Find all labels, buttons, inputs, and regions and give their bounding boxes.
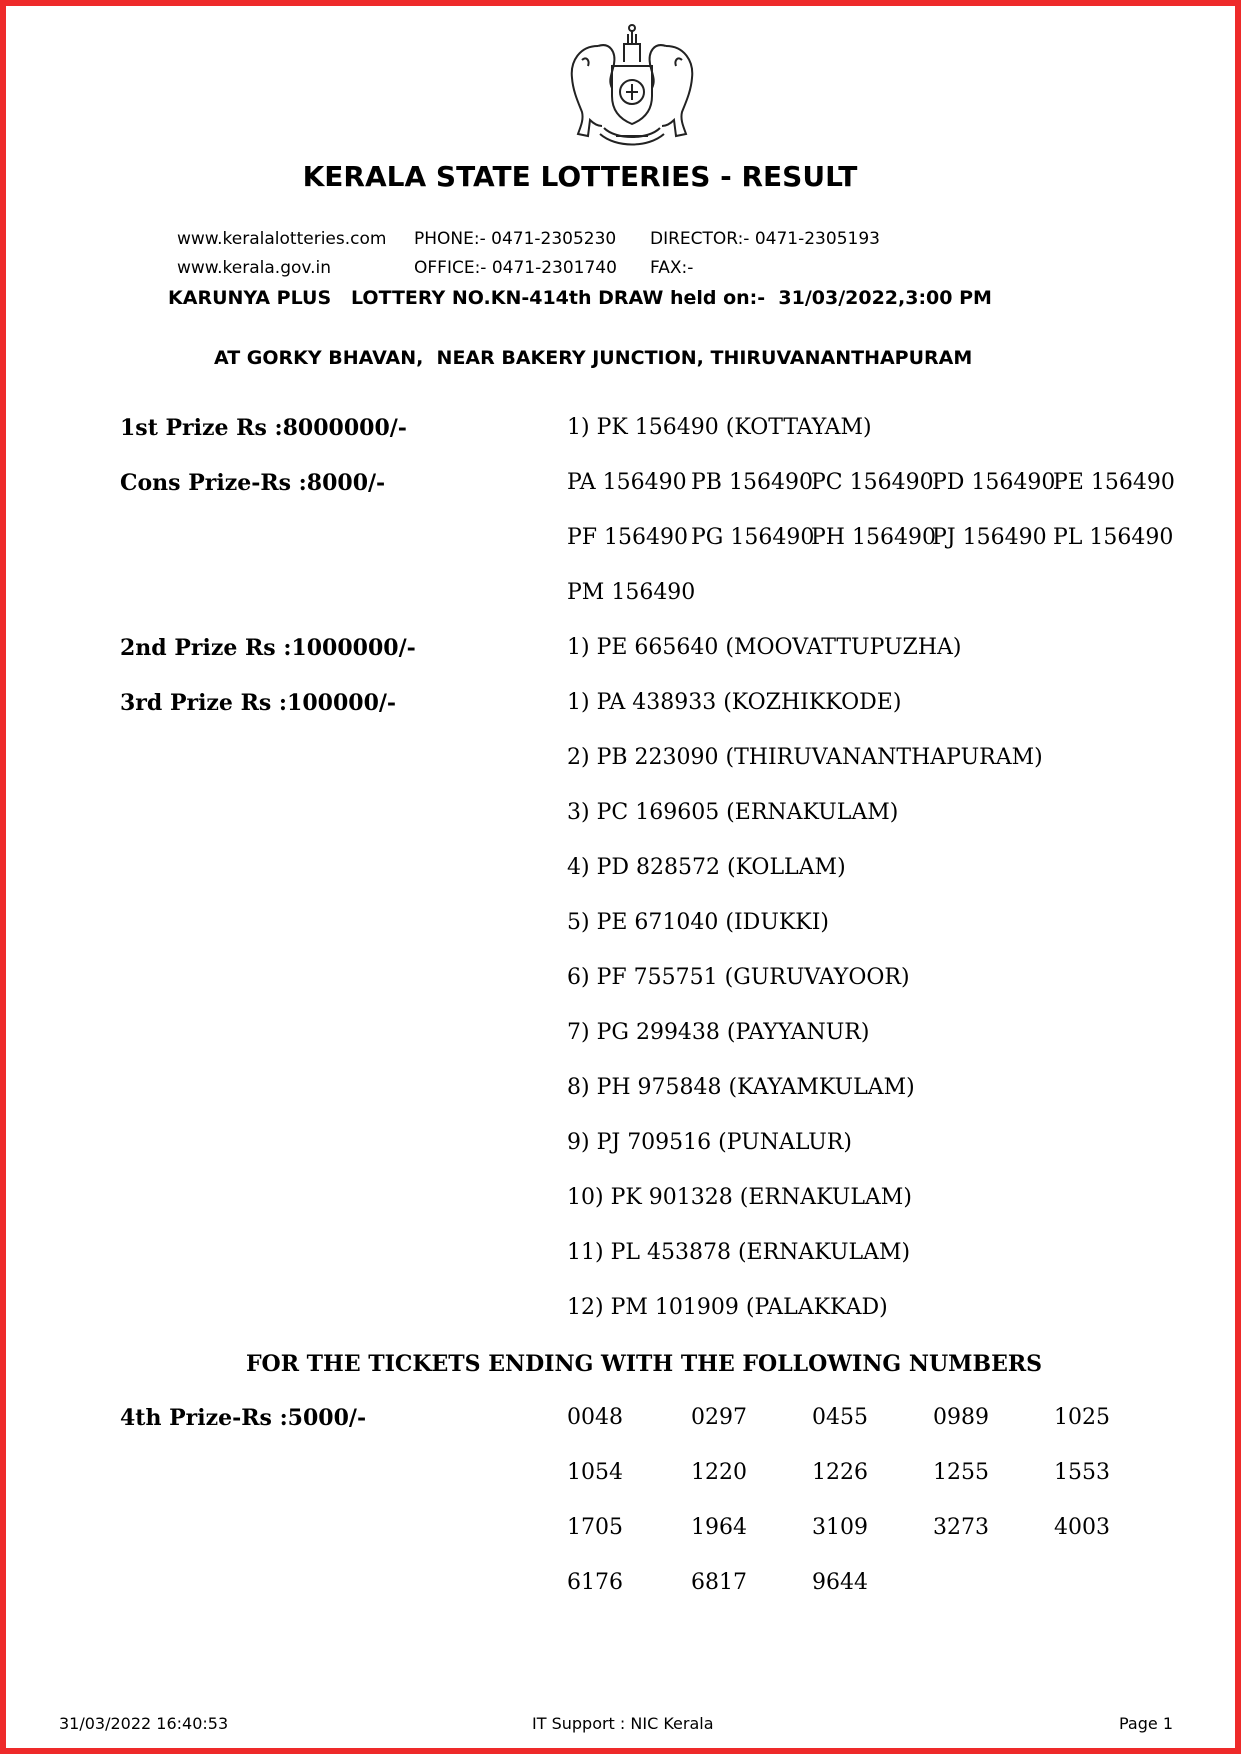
fourth-number: 9644	[812, 1570, 868, 1595]
fourth-number: 4003	[1054, 1515, 1110, 1540]
cons-prize-label: Cons Prize-Rs :8000/-	[120, 470, 386, 496]
fourth-number: 1025	[1054, 1405, 1110, 1430]
cons-number: PF 156490	[567, 525, 689, 550]
cons-number: PC 156490	[811, 470, 934, 495]
third-prize-value: 3) PC 169605 (ERNAKULAM)	[567, 800, 899, 825]
third-prize-value: 9) PJ 709516 (PUNALUR)	[567, 1130, 852, 1155]
fourth-number: 3109	[812, 1515, 868, 1540]
first-prize-label: 1st Prize Rs :8000000/-	[120, 415, 407, 441]
fourth-number: 1964	[691, 1515, 747, 1540]
fourth-number: 0989	[933, 1405, 989, 1430]
fourth-number: 3273	[933, 1515, 989, 1540]
third-prize-value: 6) PF 755751 (GURUVAYOOR)	[567, 965, 910, 990]
third-prize-value: 2) PB 223090 (THIRUVANANTHAPURAM)	[567, 745, 1043, 770]
fourth-number: 0048	[567, 1405, 623, 1430]
fourth-number: 6817	[691, 1570, 747, 1595]
first-prize-value: 1) PK 156490 (KOTTAYAM)	[567, 415, 872, 440]
venue-info: AT GORKY BHAVAN, NEAR BAKERY JUNCTION, THIRUVANANTHAPURAM	[214, 347, 973, 369]
cons-number: PB 156490	[691, 470, 813, 495]
fourth-number: 0297	[691, 1405, 747, 1430]
cons-number: PE 156490	[1053, 470, 1175, 495]
third-prize-value: 8) PH 975848 (KAYAMKULAM)	[567, 1075, 915, 1100]
draw-info: KARUNYA PLUS LOTTERY NO.KN-414th DRAW held on:- 31/03/2022,3:00 PM	[168, 287, 992, 309]
fourth-number: 1705	[567, 1515, 623, 1540]
office-number: OFFICE:- 0471-2301740	[414, 258, 617, 278]
phone-number: PHONE:- 0471-2305230	[414, 229, 617, 249]
fourth-number: 1054	[567, 1460, 623, 1485]
fourth-number: 1553	[1054, 1460, 1110, 1485]
second-prize-label: 2nd Prize Rs :1000000/-	[120, 635, 416, 661]
third-prize-label: 3rd Prize Rs :100000/-	[120, 690, 397, 716]
it-support: IT Support : NIC Kerala	[532, 1714, 714, 1733]
third-prize-value: 7) PG 299438 (PAYYANUR)	[567, 1020, 870, 1045]
cons-number: PA 156490	[567, 470, 687, 495]
third-prize-value: 1) PA 438933 (KOZHIKKODE)	[567, 690, 902, 715]
cons-number: PJ 156490	[932, 525, 1047, 550]
fourth-number: 6176	[567, 1570, 623, 1595]
cons-number: PM 156490	[567, 580, 696, 605]
cons-number: PH 156490	[811, 525, 936, 550]
third-prize-value: 12) PM 101909 (PALAKKAD)	[567, 1295, 888, 1320]
second-prize-value: 1) PE 665640 (MOOVATTUPUZHA)	[567, 635, 962, 660]
third-prize-value: 11) PL 453878 (ERNAKULAM)	[567, 1240, 911, 1265]
fourth-number: 1220	[691, 1460, 747, 1485]
third-prize-value: 4) PD 828572 (KOLLAM)	[567, 855, 846, 880]
cons-number: PG 156490	[691, 525, 815, 550]
fourth-prize-label: 4th Prize-Rs :5000/-	[120, 1405, 367, 1431]
third-prize-value: 10) PK 901328 (ERNAKULAM)	[567, 1185, 912, 1210]
ending-numbers-heading: FOR THE TICKETS ENDING WITH THE FOLLOWING NUMBERS	[245, 1351, 1043, 1377]
third-prize-value: 5) PE 671040 (IDUKKI)	[567, 910, 830, 935]
gov-website-link[interactable]: www.kerala.gov.in	[177, 258, 332, 278]
cons-number: PD 156490	[932, 470, 1056, 495]
fourth-number: 1226	[812, 1460, 868, 1485]
page-number: Page 1	[1119, 1714, 1173, 1733]
kerala-state-emblem-icon	[560, 16, 704, 152]
director-number: DIRECTOR:- 0471-2305193	[650, 229, 880, 249]
fourth-number: 1255	[933, 1460, 989, 1485]
page-title: KERALA STATE LOTTERIES - RESULT	[302, 160, 858, 193]
cons-number: PL 156490	[1053, 525, 1174, 550]
fourth-number: 0455	[812, 1405, 868, 1430]
print-timestamp: 31/03/2022 16:40:53	[59, 1714, 229, 1733]
website-link[interactable]: www.keralalotteries.com	[177, 229, 387, 249]
fax-number: FAX:-	[650, 258, 694, 278]
